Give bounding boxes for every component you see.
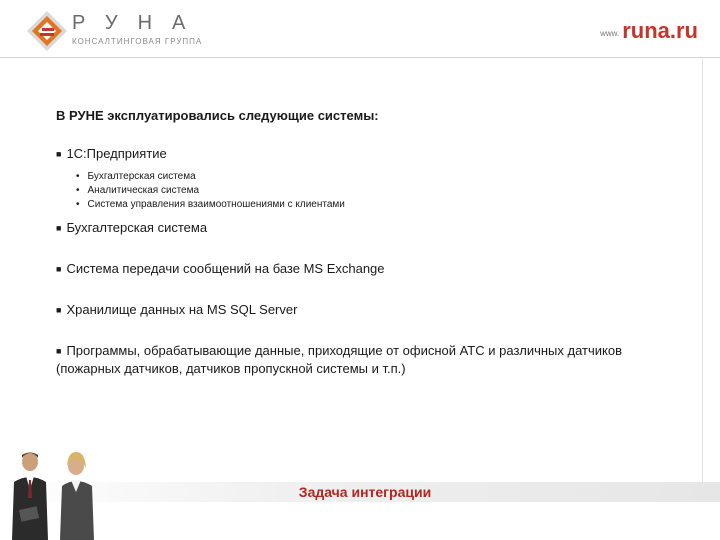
item-storage-label: Хранилище данных на MS SQL Server [66,302,298,317]
list-item [56,301,676,319]
item-accounting-label: Бухгалтерская система [66,220,208,235]
logo-title: РУНА [72,12,206,34]
slide-heading: В РУНЕ эксплуатировались следующие системы: [56,108,379,123]
site-name: runa.ru [622,18,698,43]
header [0,0,720,58]
item-1c-label: 1С:Предприятие [66,146,167,161]
square-bullet-icon: ■ [56,305,62,315]
sub-item-label: Аналитическая система [87,185,200,196]
header-divider [0,57,720,58]
list-item [56,260,676,278]
dot-bullet-icon: • [76,185,80,196]
slide-content [56,108,676,377]
dot-bullet-icon: • [76,171,80,182]
list-item [56,219,676,237]
logo-subtitle: КОНСАЛТИНГОВАЯ ГРУППА [72,37,203,46]
sub-list [56,170,676,212]
item-messaging-label: Система передачи сообщений на базе MS Exchange [66,261,385,276]
square-bullet-icon: ■ [56,149,62,159]
list-item [56,145,676,163]
sub-list-item [76,170,676,184]
sub-list-item [76,198,676,212]
list-item [56,342,676,377]
site-prefix: www. [600,29,620,38]
sub-item-label: Система управления взаимоотношениями с клиентами [87,199,345,210]
slide-caption: Задача интеграции [298,484,432,500]
dot-bullet-icon: • [76,199,80,210]
sub-list-item [76,184,676,198]
business-people-illustration [0,446,120,540]
item-programs-label: Программы, обрабатывающие данные, приходящие от офисной АТС и различных датчиков (пожарных датчиков, датчиков пропускной системы и т.п.) [56,343,622,376]
square-bullet-icon: ■ [56,223,62,233]
square-bullet-icon: ■ [56,264,62,274]
site-link[interactable] [600,18,698,44]
square-bullet-icon: ■ [56,346,62,356]
sub-item-label: Бухгалтерская система [87,171,196,182]
runa-logo-icon [26,10,68,52]
right-divider [702,58,703,482]
